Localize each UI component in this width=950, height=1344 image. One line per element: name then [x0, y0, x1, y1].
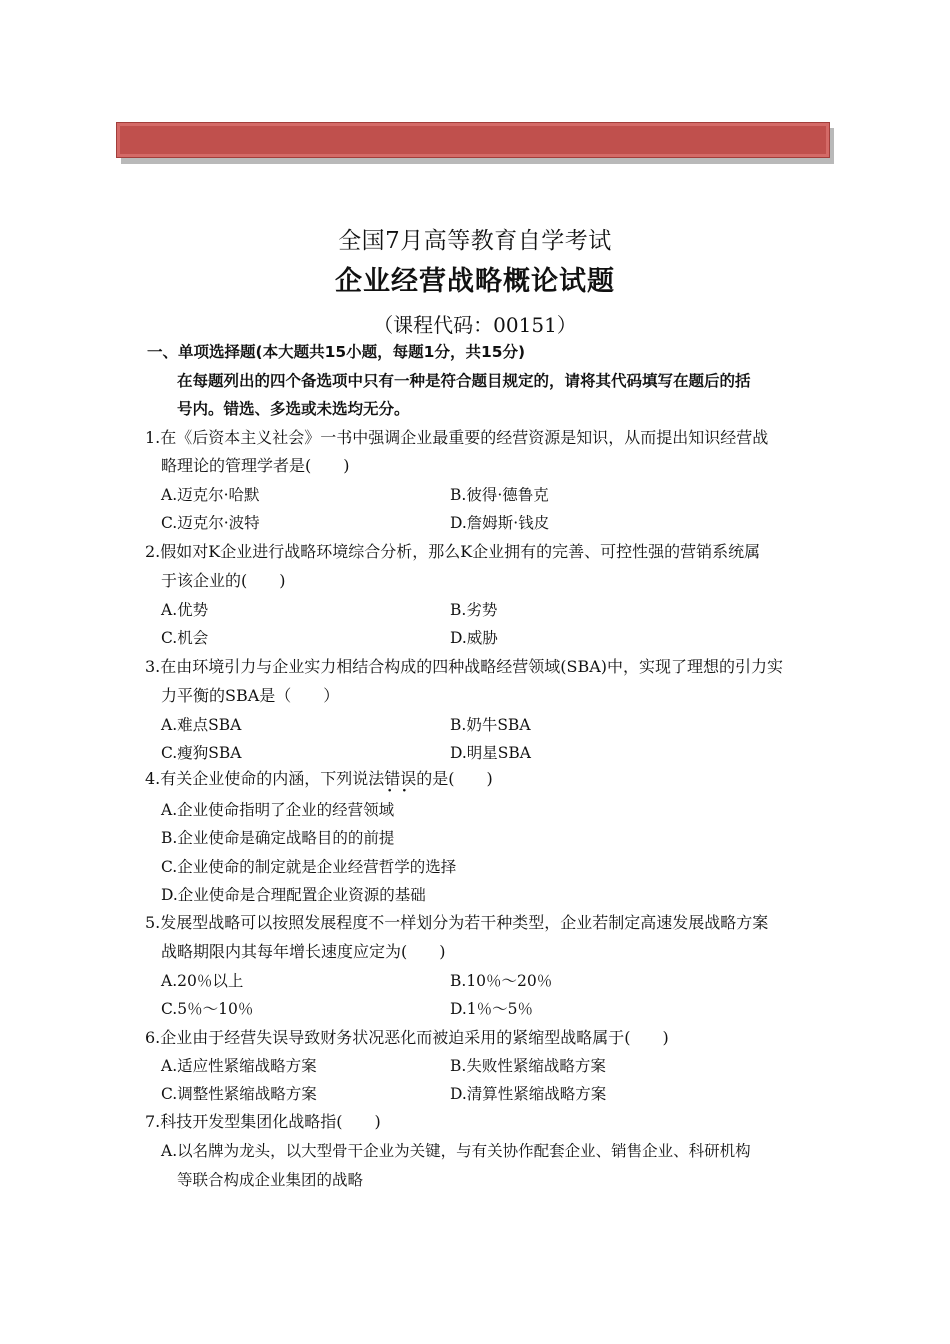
question-text: 6.企业由于经营失误导致财务状况恶化而被迫采用的紧缩型战略属于( )	[145, 1028, 669, 1047]
option-a: A.20％以上	[161, 972, 244, 990]
question-text: 7.科技开发型集团化战略指( )	[145, 1112, 381, 1131]
question-text: 于该企业的( )	[161, 571, 286, 590]
option-b: B.10％～20％	[450, 972, 553, 990]
option-c: C.5％～10％	[161, 1000, 254, 1018]
instruction-line: 号内。错选、多选或未选均无分。	[177, 400, 410, 418]
option-d: D.清算性紧缩战略方案	[450, 1085, 607, 1103]
subject-title: 企业经营战略概论试题	[335, 266, 615, 297]
option-d: D.詹姆斯·钱皮	[450, 514, 550, 532]
option-c: C.机会	[161, 629, 209, 647]
option-a: A.企业使命指明了企业的经营领域	[161, 801, 395, 819]
option-c: C.调整性紧缩战略方案	[161, 1085, 317, 1103]
option-b: B.彼得·德鲁克	[450, 486, 549, 504]
option-d: D.威胁	[450, 629, 498, 647]
option-b: B.企业使命是确定战略目的的前提	[161, 829, 395, 847]
course-code: （课程代码：00151）	[373, 313, 577, 337]
question-text	[145, 768, 493, 790]
option-d: D.1％～5％	[450, 1000, 534, 1018]
question-text: 3.在由环境引力与企业实力相结合构成的四种战略经营领域(SBA)中，实现了理想的引力实	[145, 657, 784, 676]
emphasized-word: 错误 · ·	[384, 769, 416, 788]
option-c: C.企业使命的制定就是企业经营哲学的选择	[161, 858, 457, 876]
option-d: D.明星SBA	[450, 744, 532, 762]
option-a: A.优势	[161, 601, 209, 619]
option-d: D.企业使命是合理配置企业资源的基础	[161, 886, 426, 904]
option-c: C.瘦狗SBA	[161, 744, 242, 762]
option-a: A.以名牌为龙头，以大型骨干企业为关键，与有关协作配套企业、销售企业、科研机构	[161, 1142, 751, 1160]
option-a: A.适应性紧缩战略方案	[161, 1057, 317, 1075]
section-heading: 一、单项选择题(本大题共15小题，每题1分，共15分)	[147, 343, 526, 361]
question-text: 略理论的管理学者是( )	[161, 456, 350, 475]
question-text: 2.假如对K企业进行战略环境综合分析，那么K企业拥有的完善、可控性强的营销系统属	[145, 542, 761, 561]
question-text: 1.在《后资本主义社会》一书中强调企业最重要的经营资源是知识，从而提出知识经营战	[145, 428, 769, 447]
exam-title: 全国7月高等教育自学考试	[338, 228, 612, 254]
question-text: 战略期限内其每年增长速度应定为( )	[161, 942, 446, 961]
question-text: 力平衡的SBA是（ ）	[161, 686, 340, 705]
instruction-line: 在每题列出的四个备选项中只有一种是符合题目规定的，请将其代码填写在题后的括	[177, 372, 751, 390]
option-c: C.迈克尔·波特	[161, 514, 260, 532]
option-b: B.劣势	[450, 601, 498, 619]
option-a: A.迈克尔·哈默	[161, 486, 260, 504]
option-b: B.失败性紧缩战略方案	[450, 1057, 606, 1075]
option-a: A.难点SBA	[161, 716, 242, 734]
question-text: 5.发展型战略可以按照发展程度不一样划分为若干种类型，企业若制定高速发展战略方案	[145, 913, 769, 932]
question-text-part: 4.有关企业使命的内涵，下列说法	[145, 769, 385, 788]
option-b: B.奶牛SBA	[450, 716, 531, 734]
option-a-continued: 等联合构成企业集团的战略	[177, 1171, 364, 1189]
question-text-part: 的是( )	[416, 769, 493, 788]
header-banner	[116, 122, 830, 158]
